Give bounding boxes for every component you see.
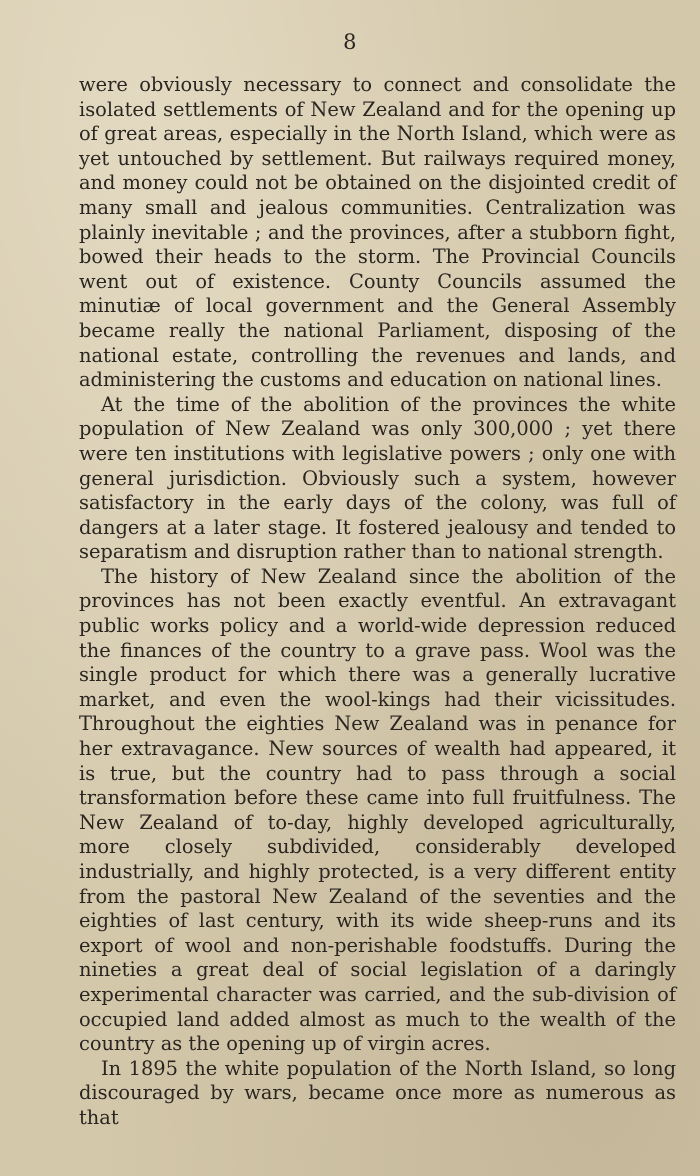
paragraph-north-island-population: In 1895 the white population of the North Island, so long discouraged by wars, became once more as numerous as that — [79, 1056, 676, 1129]
paragraph-history-since-abolition: The history of New Zealand since the abolition of the provinces has not been exactly eventful. An extravagant public works policy and a world-wide depression reduced the finances of the country to a grave pass. Wool was the single product for which there was a generally lucrative market, and even the wool-kings had their vicissitudes. Throughout the eighties New Zealand was in penance for her extravagance. New sources of wealth had appeared, it is true, but the country had to pass through a social transformation before these came into full fruitfulness. The New Zealand of to-day, highly developed agriculturally, more closely subdivided, considerably developed industrially, and highly protected, is a very different entity from the pastoral New Zealand of the seventies and the eighties of last century, with its wide sheep-runs and its export of wool and non-perishable foodstuffs. During the nineties a great deal of social legislation of a daringly experimental character was carried, and the sub-division of occupied land added almost as much to the wealth of the country as the opening up of virgin acres. — [79, 564, 676, 1056]
page-number: 8 — [343, 30, 357, 54]
paragraph-abolition-of-provinces: At the time of the abolition of the provinces the white population of New Zealand was only 300,000 ; yet there were ten institutions with legislative powers ; only one with general jurisdiction. Obviously such a system, however satisfactory in the early days of the colony, was full of dangers at a later stage. It fostered jealousy and tended to separatism and disruption rather than to national strength. — [79, 392, 676, 564]
paragraph-centralization: were obviously necessary to connect and consolidate the isolated settlements of New Zealand and for the opening up of great areas, especially in the North Island, which were as yet untouched by settlement. But railways required money, and money could not be obtained on the disjointed credit of many small and jealous communities. Centralization was plainly inevitable ; and the provinces, after a stubborn fight, bowed their heads to the storm. The Provincial Councils went out of existence. County Councils assumed the minutiæ of local government and the General Assembly became really the national Parliament, disposing of the national estate, controlling the revenues and lands, and administering the customs and education on national lines. — [79, 73, 676, 392]
body-text — [79, 73, 676, 1131]
